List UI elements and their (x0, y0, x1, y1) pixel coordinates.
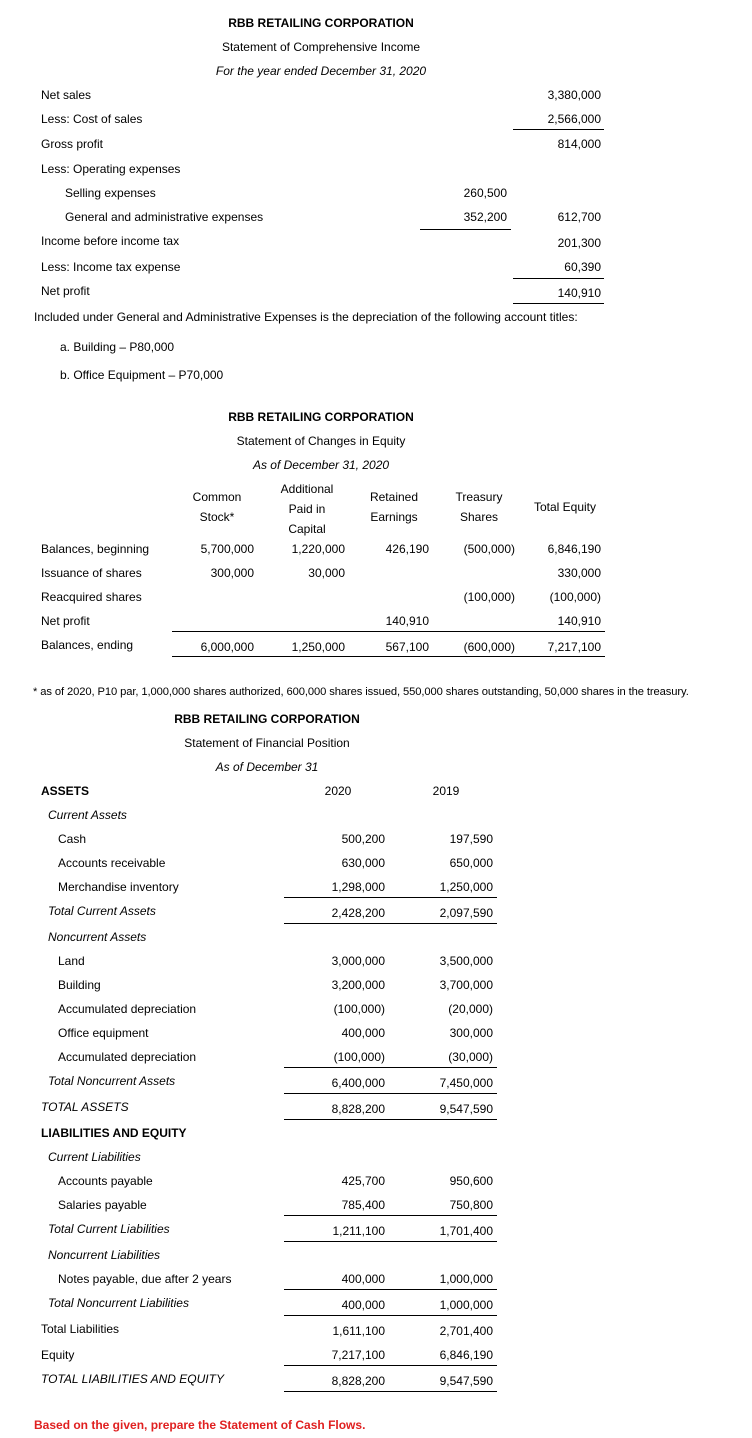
is-item: a. Building – P80,000 (60, 340, 175, 354)
eq-header-ts: Treasury Shares (455, 490, 503, 524)
is-label: General and administrative expenses (65, 210, 264, 224)
eq-header-re: Retained Earnings (369, 490, 419, 524)
eq-cell: (100,000) (549, 590, 601, 604)
eq-row-label: Reacquired shares (41, 590, 142, 604)
is-value: 201,300 (557, 236, 601, 250)
underline (172, 631, 605, 632)
is-label: Net profit (41, 284, 90, 298)
underline (513, 303, 604, 304)
fp-section-assets: ASSETS (41, 784, 90, 798)
fp-subsection: Current Assets (48, 808, 127, 822)
is-label: Less: Operating expenses (41, 162, 181, 176)
fp-value-2020: 3,000,000 (331, 954, 385, 968)
eq-cell: 7,217,100 (547, 640, 601, 654)
eq-row-label: Balances, beginning (41, 542, 150, 556)
eq-period: As of December 31, 2020 (252, 458, 390, 472)
underline (513, 129, 604, 130)
is-period: For the year ended December 31, 2020 (215, 64, 427, 78)
is-label: Selling expenses (65, 186, 156, 200)
fp-value-2020: 8,828,200 (331, 1374, 385, 1388)
fp-value-2020: 400,000 (341, 1298, 385, 1312)
fp-label: Merchandise inventory (58, 880, 179, 894)
eq-cell: 426,190 (385, 542, 429, 556)
fp-year-2019: 2019 (432, 784, 460, 798)
underline (284, 1093, 497, 1094)
fp-label: Salaries payable (58, 1198, 147, 1212)
fp-value-2020: 425,700 (341, 1174, 385, 1188)
fp-label: Accounts receivable (58, 856, 166, 870)
fp-value-2020: (100,000) (333, 1050, 385, 1064)
instruction-text: Based on the given, prepare the Statement of Cash Flows. (34, 1418, 366, 1432)
is-title: Statement of Comprehensive Income (221, 40, 421, 54)
fp-total-label: TOTAL ASSETS (41, 1100, 129, 1114)
is-label: Gross profit (41, 137, 104, 151)
is-label: Income before income tax (41, 234, 180, 248)
fp-value-2019: 9,547,590 (439, 1102, 493, 1116)
is-value: 140,910 (557, 286, 601, 300)
underline (284, 1215, 497, 1216)
fp-value-2020: 400,000 (341, 1272, 385, 1286)
fp-value-2020: 8,828,200 (331, 1102, 385, 1116)
fp-section-liabilities: LIABILITIES AND EQUITY (41, 1126, 187, 1140)
eq-title: Statement of Changes in Equity (236, 434, 406, 448)
is-value: 60,390 (564, 260, 601, 274)
eq-cell: (100,000) (463, 590, 515, 604)
fp-value-2020: 1,611,100 (332, 1324, 385, 1338)
fp-year-2020: 2020 (324, 784, 352, 798)
fp-subsection: Noncurrent Assets (48, 930, 147, 944)
fp-total-label: Total Noncurrent Liabilities (48, 1296, 189, 1310)
eq-row-label: Issuance of shares (41, 566, 142, 580)
fp-value-2019: 1,000,000 (439, 1298, 493, 1312)
fp-value-2020: 7,217,100 (331, 1348, 385, 1362)
underline (284, 923, 497, 924)
fp-period: As of December 31 (215, 760, 319, 774)
fp-total-label: Equity (41, 1348, 75, 1362)
eq-cell: 300,000 (210, 566, 254, 580)
fp-value-2019: 1,701,400 (439, 1224, 493, 1238)
fp-total-label: Total Liabilities (41, 1322, 120, 1336)
fp-company: RBB RETAILING CORPORATION (174, 712, 360, 726)
eq-cell: (500,000) (463, 542, 515, 556)
underline (284, 1241, 497, 1242)
fp-value-2019: 750,800 (449, 1198, 493, 1212)
fp-value-2020: 785,400 (341, 1198, 385, 1212)
fp-value-2019: (30,000) (448, 1050, 493, 1064)
underline (284, 1289, 497, 1290)
eq-footnote: * as of 2020, P10 par, 1,000,000 shares authorized, 600,000 shares issued, 550,000 shares outstanding, 50,000 shares in the treasury. (33, 686, 689, 698)
eq-cell: 140,910 (385, 614, 429, 628)
fp-label: Accounts payable (58, 1174, 153, 1188)
fp-subsection: Current Liabilities (48, 1150, 141, 1164)
fp-value-2019: (20,000) (448, 1002, 493, 1016)
fp-value-2019: 1,250,000 (439, 880, 493, 894)
fp-value-2019: 197,590 (449, 832, 493, 846)
fp-value-2019: 950,600 (449, 1174, 493, 1188)
is-label: Net sales (41, 88, 92, 102)
fp-value-2019: 3,700,000 (439, 978, 493, 992)
eq-cell: 330,000 (557, 566, 601, 580)
fp-value-2020: 1,298,000 (331, 880, 385, 894)
underline (284, 1365, 497, 1366)
fp-value-2020: (100,000) (333, 1002, 385, 1016)
is-value: 352,200 (463, 210, 507, 224)
eq-header-common: Common Stock* (192, 490, 242, 524)
eq-header-total: Total Equity (533, 500, 597, 514)
is-item: b. Office Equipment – P70,000 (60, 368, 224, 382)
underline (420, 229, 511, 230)
fp-value-2019: 9,547,590 (439, 1374, 493, 1388)
fp-label: Land (58, 954, 85, 968)
eq-cell: 6,846,190 (547, 542, 601, 556)
underline (284, 1315, 497, 1316)
fp-total-label: Total Noncurrent Assets (48, 1074, 176, 1088)
is-value: 612,700 (557, 210, 601, 224)
eq-cell: 567,100 (385, 640, 429, 654)
underline (172, 656, 605, 657)
fp-value-2020: 400,000 (341, 1026, 385, 1040)
fp-value-2020: 1,211,100 (332, 1224, 385, 1238)
underline (284, 1067, 497, 1068)
fp-value-2019: 7,450,000 (439, 1076, 493, 1090)
fp-label: Cash (58, 832, 87, 846)
fp-value-2019: 2,701,400 (439, 1324, 493, 1338)
fp-value-2019: 3,500,000 (439, 954, 493, 968)
fp-label: Accumulated depreciation (58, 1050, 197, 1064)
fp-value-2020: 3,200,000 (331, 978, 385, 992)
is-label: Less: Income tax expense (41, 260, 181, 274)
is-value: 2,566,000 (547, 112, 601, 126)
is-label: Less: Cost of sales (41, 112, 143, 126)
fp-value-2019: 300,000 (449, 1026, 493, 1040)
eq-cell: 1,250,000 (291, 640, 345, 654)
fp-subsection: Noncurrent Liabilities (48, 1248, 161, 1262)
eq-cell: 140,910 (557, 614, 601, 628)
eq-cell: 1,220,000 (291, 542, 345, 556)
eq-cell: (600,000) (463, 640, 515, 654)
fp-value-2019: 1,000,000 (439, 1272, 493, 1286)
fp-grand-total-label: TOTAL LIABILITIES AND EQUITY (41, 1372, 224, 1386)
fp-value-2020: 630,000 (341, 856, 385, 870)
underline (513, 278, 604, 279)
eq-header-apic: Additional Paid in Capital (280, 482, 334, 536)
fp-value-2019: 6,846,190 (439, 1348, 493, 1362)
fp-value-2020: 6,400,000 (331, 1076, 385, 1090)
eq-cell: 6,000,000 (200, 640, 254, 654)
is-value: 814,000 (557, 137, 601, 151)
fp-label: Office equipment (58, 1026, 149, 1040)
eq-row-label: Balances, ending (41, 638, 134, 652)
fp-total-label: Total Current Assets (48, 904, 156, 918)
fp-total-label: Total Current Liabilities (48, 1222, 170, 1236)
eq-company: RBB RETAILING CORPORATION (228, 410, 414, 424)
is-note: Included under General and Administrative Expenses is the depreciation of the following account titles: (34, 310, 578, 324)
fp-value-2019: 2,097,590 (439, 906, 493, 920)
is-value: 3,380,000 (547, 88, 601, 102)
fp-label: Accumulated depreciation (58, 1002, 197, 1016)
fp-title: Statement of Financial Position (184, 736, 350, 750)
fp-value-2020: 2,428,200 (331, 906, 385, 920)
underline (284, 1119, 497, 1120)
eq-cell: 30,000 (308, 566, 345, 580)
fp-value-2020: 500,200 (341, 832, 385, 846)
fp-label: Notes payable, due after 2 years (58, 1272, 232, 1286)
underline (284, 1391, 497, 1392)
eq-row-label: Net profit (41, 614, 90, 628)
is-value: 260,500 (463, 186, 507, 200)
underline (284, 897, 497, 898)
is-company: RBB RETAILING CORPORATION (228, 16, 414, 30)
fp-value-2019: 650,000 (449, 856, 493, 870)
eq-cell: 5,700,000 (200, 542, 254, 556)
fp-label: Building (58, 978, 101, 992)
